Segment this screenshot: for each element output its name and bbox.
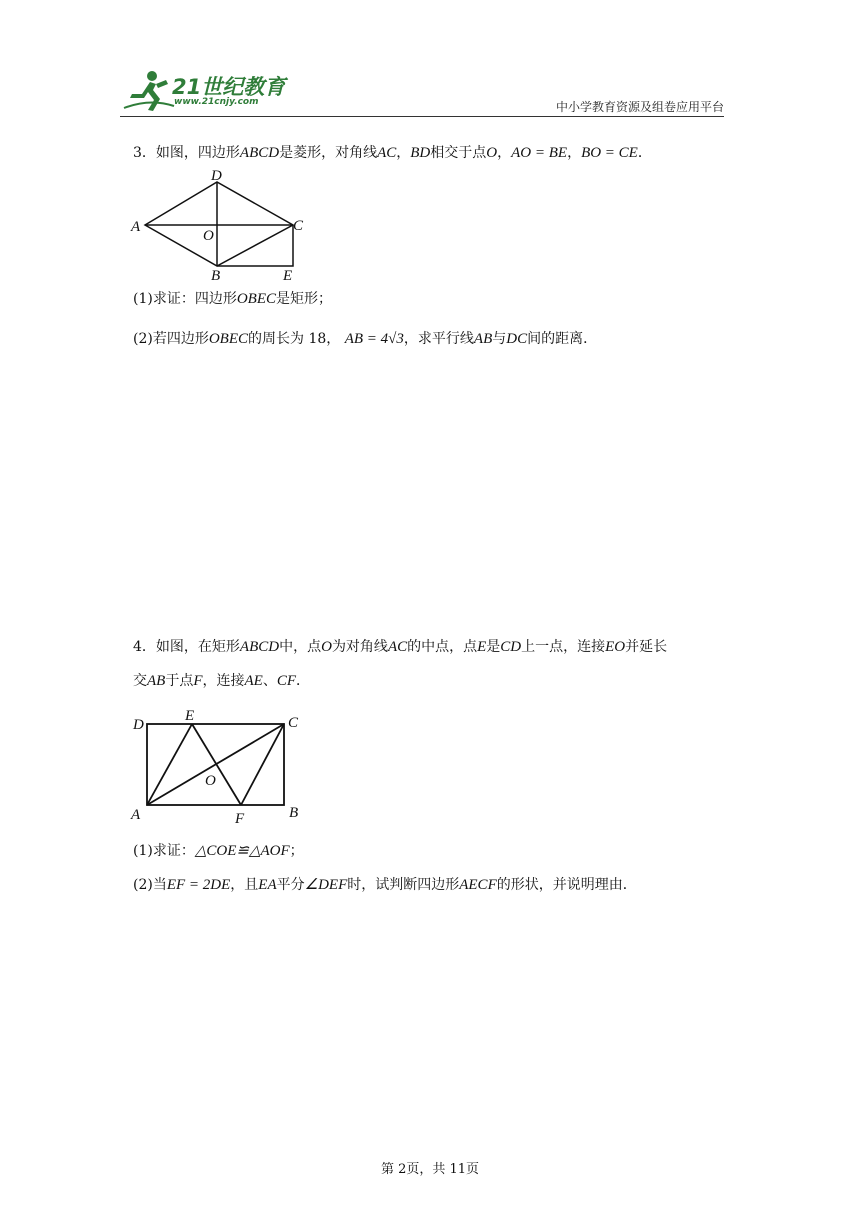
runner-logo-icon: [120, 68, 176, 114]
q4-text: 上一点，连接: [521, 639, 606, 655]
q4-text: 的中点，点: [407, 639, 478, 655]
q4-stem-line2: [133, 671, 310, 691]
q4-var: AC: [387, 639, 408, 655]
q4-var: ∠DEF: [304, 877, 348, 893]
q3-text: 3．如图，四边形: [133, 145, 240, 161]
q3-var: AB: [473, 331, 493, 347]
q4-part2: [133, 875, 637, 895]
q4-equation: EF = 2DE: [166, 877, 231, 893]
label-c: C: [288, 715, 299, 731]
q4-var: AB: [147, 673, 166, 689]
q3-text: 是矩形；: [276, 291, 333, 307]
q4-text: ；: [289, 843, 304, 859]
page-header: [120, 68, 724, 114]
label-o: O: [203, 228, 214, 244]
q4-var: EA: [258, 877, 277, 893]
rhombus-abcd: [145, 182, 293, 266]
q4-text: (2)当: [133, 877, 167, 893]
q3-text: ，: [567, 145, 582, 161]
q4-rectangle-figure: [125, 705, 315, 830]
q4-var: O: [321, 639, 332, 655]
q3-text: 与: [492, 331, 507, 347]
label-a: A: [131, 219, 141, 235]
q4-text: 平分: [276, 877, 305, 893]
q3-text: 的周长为 18，: [248, 331, 341, 347]
q3-var: OBEC: [208, 331, 249, 347]
label-e: E: [283, 268, 293, 284]
q3-text: ，: [497, 145, 512, 161]
q3-text: ，求平行线: [403, 331, 474, 347]
label-f: F: [235, 811, 245, 827]
q4-var: AECF: [459, 877, 497, 893]
q3-text: 相交于点: [430, 145, 487, 161]
label-c: C: [293, 218, 304, 234]
site-logo: [120, 68, 290, 114]
logo-url: www.21cnjy.com: [174, 97, 259, 107]
q3-var: BD: [410, 145, 431, 161]
label-e: E: [185, 708, 195, 724]
q4-text: ，且: [230, 877, 259, 893]
label-d: D: [133, 717, 144, 733]
q3-text: 间的距离．: [527, 331, 598, 347]
page-footer: 第 2页，共 11页: [380, 1162, 480, 1177]
q4-text: ，连接: [202, 673, 245, 689]
q3-text: 是菱形，对角线: [279, 145, 378, 161]
q4-text: 为对角线: [331, 639, 388, 655]
label-d: D: [211, 168, 222, 184]
q3-text: (1)求证：四边形: [133, 291, 237, 307]
segment-ef: [192, 724, 241, 805]
q4-text: 、: [262, 673, 277, 689]
q4-text: (1)求证：: [133, 843, 195, 859]
q4-text: 交: [133, 673, 147, 689]
q4-text: 4．如图，在矩形: [133, 639, 240, 655]
label-b: B: [211, 268, 221, 284]
logo-text: 21世纪教育: [172, 75, 286, 99]
q3-text: ．: [637, 145, 652, 161]
q4-equation: △COE≌△AOF: [194, 843, 290, 859]
q3-var: AC: [377, 145, 397, 161]
header-platform-text: 中小学教育资源及组卷应用平台: [555, 100, 724, 114]
q3-var: ABCD: [239, 145, 280, 161]
q4-text: 是: [486, 639, 501, 655]
q3-text: ，: [396, 145, 411, 161]
q3-var: DC: [506, 331, 528, 347]
label-a: A: [131, 807, 141, 823]
q4-var: E: [477, 639, 487, 655]
q3-var: OBEC: [236, 291, 277, 307]
segment-ae: [147, 724, 192, 805]
q4-var: CF: [276, 673, 296, 689]
q4-text: 的形状，并说明理由．: [496, 877, 637, 893]
q3-equation: AB = 4√3: [344, 331, 404, 347]
q4-text: 时，试判断四边形: [347, 877, 460, 893]
label-o: O: [205, 773, 216, 789]
q3-text: (2)若四边形: [133, 331, 209, 347]
q4-text: 于点: [165, 673, 194, 689]
q3-part2: [133, 329, 597, 349]
q4-part1: [133, 841, 304, 861]
q4-var: F: [193, 673, 203, 689]
q4-var: AE: [244, 673, 263, 689]
q4-text: 并延长: [625, 639, 668, 655]
q3-equation: AO = BE: [511, 145, 568, 161]
label-b: B: [289, 805, 299, 821]
q4-var: ABCD: [239, 639, 280, 655]
q3-equation: BO = CE: [581, 145, 638, 161]
q3-var: O: [486, 145, 498, 161]
header-rule: [120, 116, 724, 117]
q4-var: EO: [605, 639, 626, 655]
q4-stem-line1: [133, 637, 667, 657]
q4-text: ．: [296, 673, 310, 689]
q3-rhombus-figure: [125, 165, 315, 285]
q3-stem: [133, 143, 652, 163]
q4-text: 中，点: [279, 639, 322, 655]
q3-part1: [133, 289, 332, 309]
q4-var: CD: [500, 639, 522, 655]
